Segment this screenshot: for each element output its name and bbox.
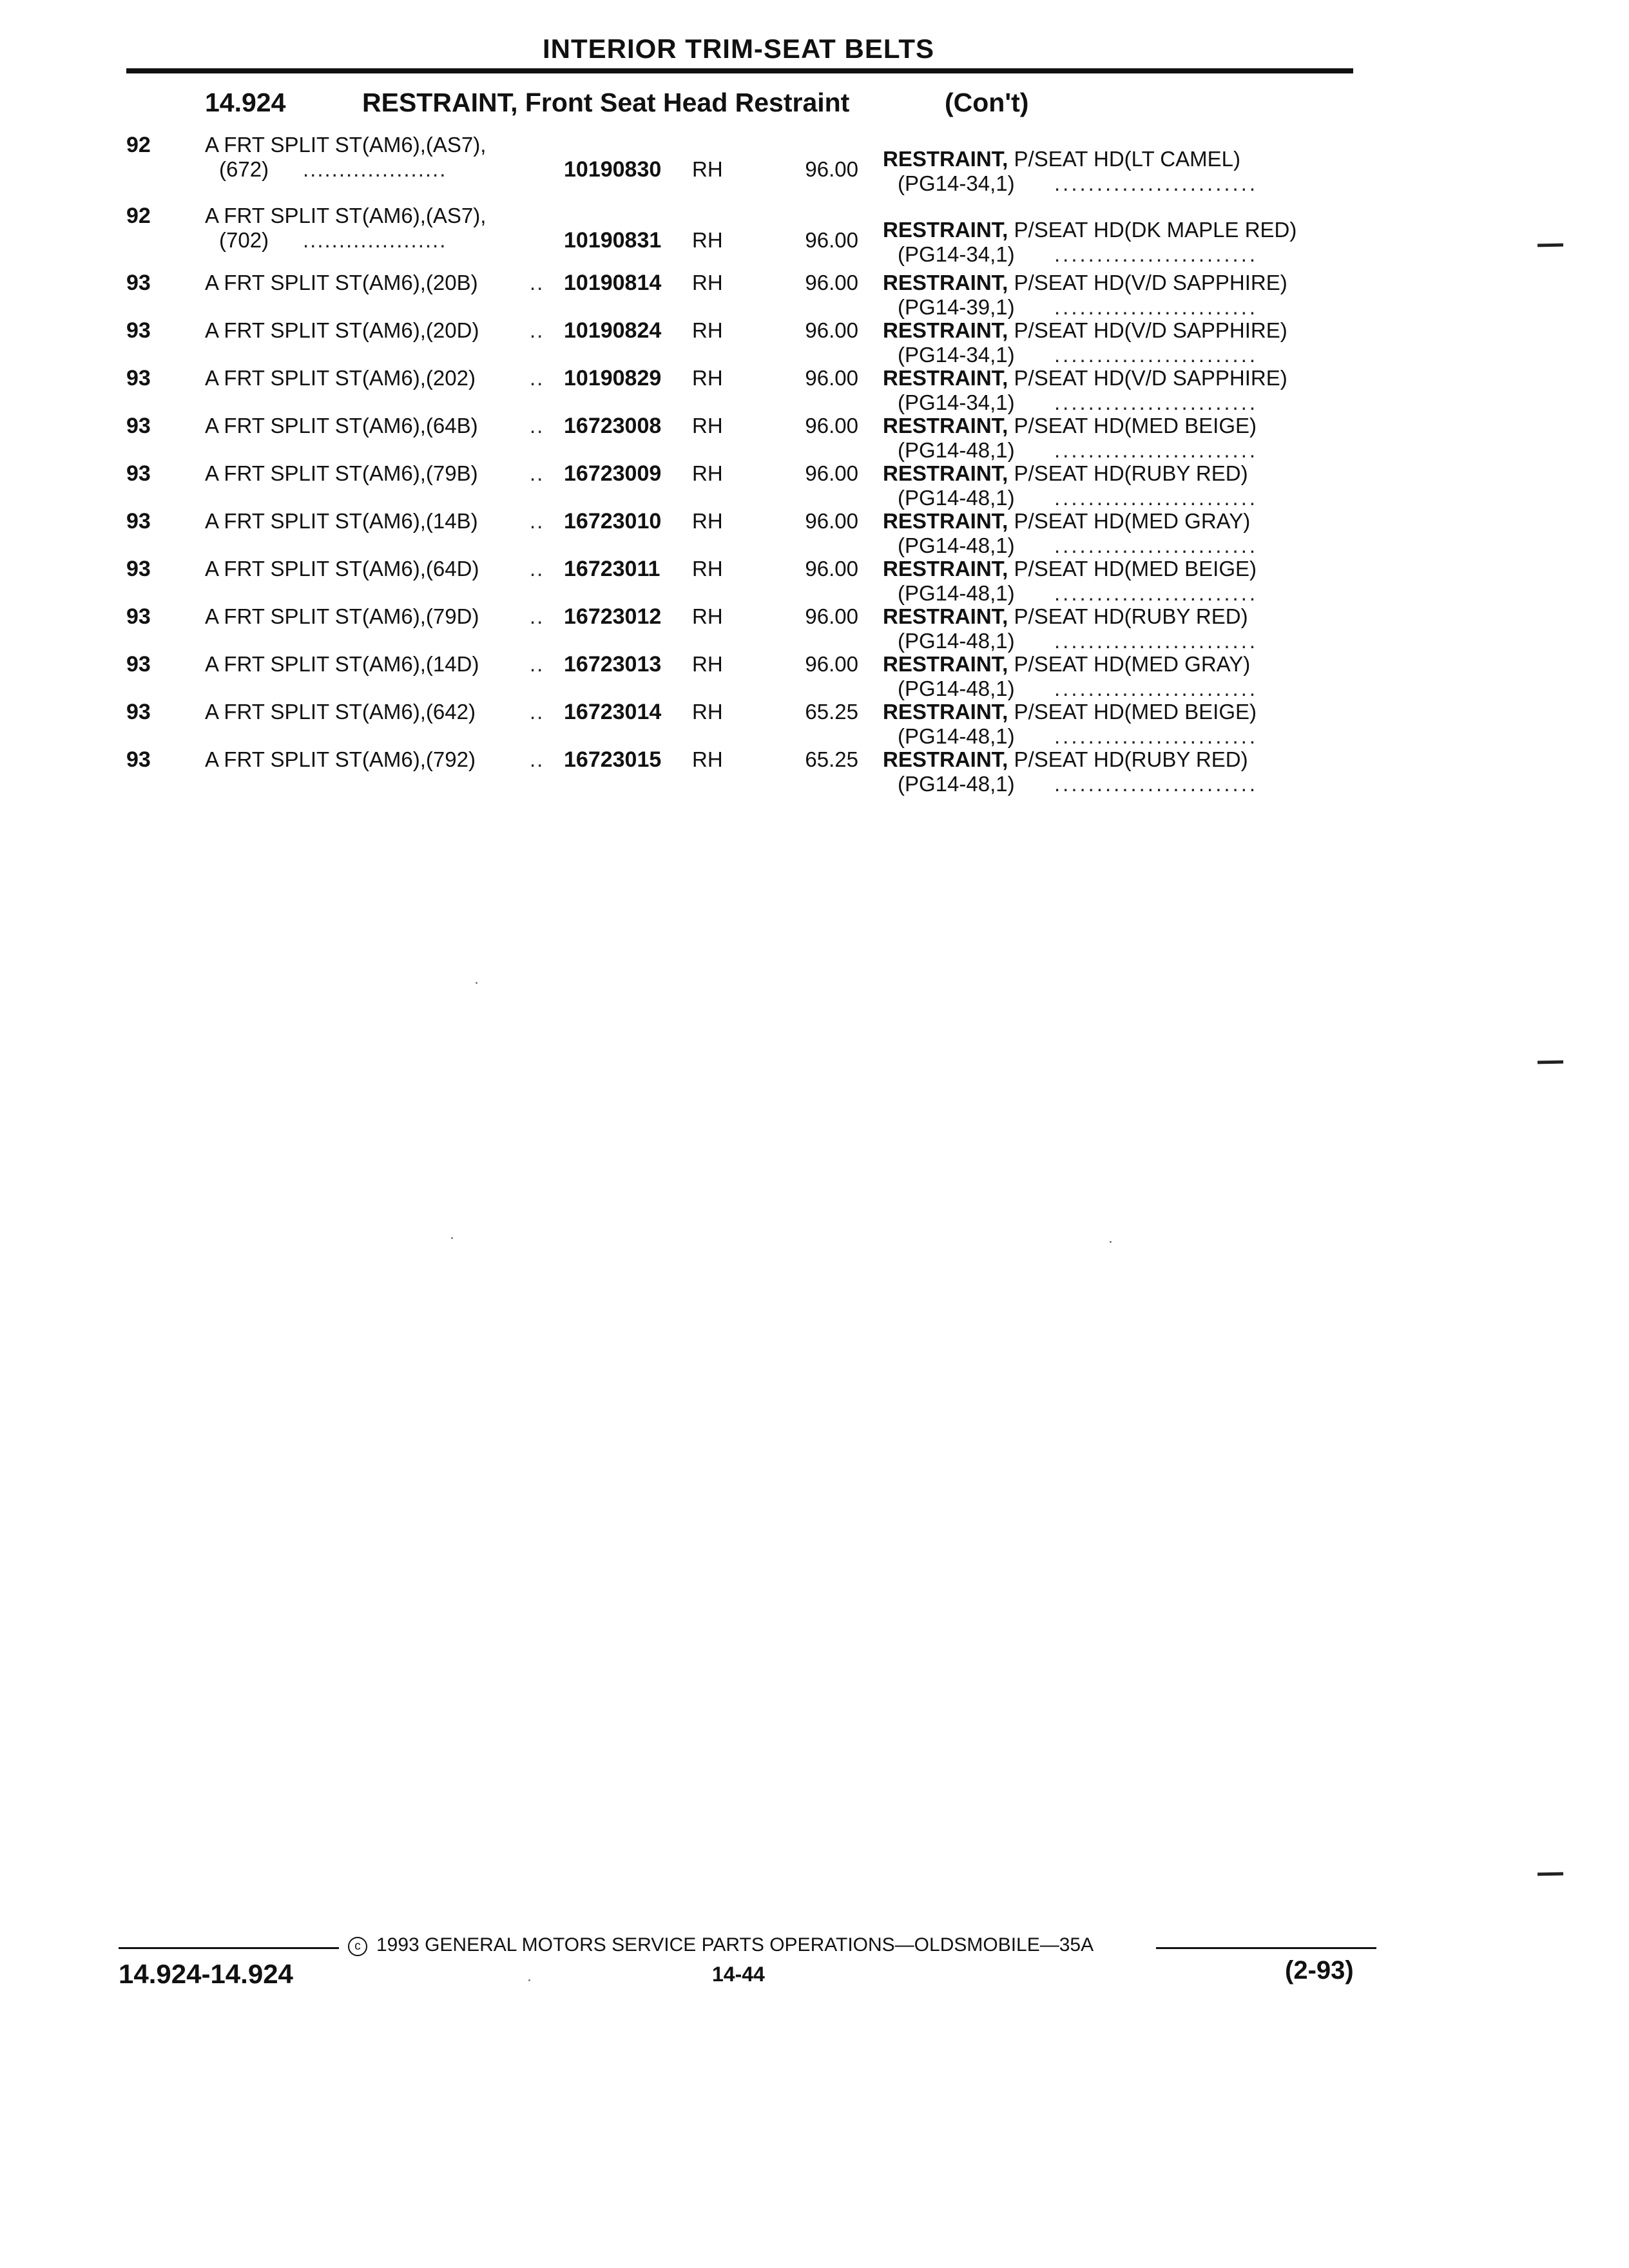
reference-dots: ........................ — [1054, 486, 1258, 510]
page-reference: (PG14-39,1) — [898, 295, 1015, 319]
table-row — [0, 366, 1629, 414]
description: A FRT SPLIT ST(AM6),(20D) — [205, 318, 479, 342]
table-row — [0, 509, 1629, 557]
side-code: RH — [692, 700, 723, 724]
leader-dots: .. — [530, 461, 545, 485]
part-name-bold: RESTRAINT, — [883, 652, 1008, 676]
reference-dots: ........................ — [1054, 390, 1258, 414]
part-name — [883, 318, 1287, 343]
page-reference: (PG14-48,1) — [898, 533, 1015, 557]
copyright-icon: c — [348, 1937, 367, 1956]
part-name — [883, 509, 1250, 533]
part-number: 16723011 — [564, 557, 660, 581]
part-name-rest: P/SEAT HD(V/D SAPPHIRE) — [1014, 366, 1287, 390]
page-reference: (PG14-48,1) — [898, 438, 1015, 462]
table-row — [0, 133, 1629, 195]
page-reference: (PG14-34,1) — [898, 343, 1015, 367]
table-row — [0, 318, 1629, 366]
unit-price: 65.25 — [805, 747, 858, 771]
description: A FRT SPLIT ST(AM6),(792) — [205, 747, 476, 771]
reference-dots: ........................ — [1054, 343, 1258, 367]
unit-price: 96.00 — [805, 652, 858, 676]
part-name — [883, 652, 1250, 677]
description: A FRT SPLIT ST(AM6),(79B) — [205, 461, 478, 485]
reference-dots: ........................ — [1054, 171, 1258, 195]
unit-price: 96.00 — [805, 366, 858, 390]
page-reference: (PG14-48,1) — [898, 629, 1015, 653]
part-name-rest: P/SEAT HD(RUBY RED) — [1014, 461, 1248, 485]
leader-dots: .. — [530, 700, 545, 724]
reference-dots: ........................ — [1054, 724, 1258, 748]
figure-number: 93 — [126, 509, 151, 533]
description-cont: (672) — [219, 157, 269, 181]
part-name-bold: RESTRAINT, — [883, 747, 1008, 771]
side-code: RH — [692, 461, 723, 485]
table-row — [0, 557, 1629, 604]
table-row — [0, 604, 1629, 652]
part-name-bold: RESTRAINT, — [883, 461, 1008, 485]
unit-price: 96.00 — [805, 604, 858, 628]
side-code: RH — [692, 414, 723, 437]
leader-dots: .. — [530, 604, 545, 628]
page-reference: (PG14-34,1) — [898, 390, 1015, 414]
figure-number: 93 — [126, 271, 151, 295]
figure-number: 93 — [126, 604, 151, 629]
table-row — [0, 747, 1629, 795]
part-number: 16723015 — [564, 747, 662, 772]
side-code: RH — [692, 747, 723, 771]
scan-speck — [528, 1979, 530, 1981]
part-name — [883, 218, 1296, 242]
side-code: RH — [692, 652, 723, 676]
unit-price: 96.00 — [805, 318, 858, 342]
footer-section-range: 14.924-14.924 — [119, 1959, 293, 1989]
scan-speck — [1110, 1241, 1112, 1243]
part-number: 16723012 — [564, 604, 662, 629]
figure-number: 93 — [126, 557, 151, 581]
part-number: 10190831 — [564, 228, 662, 253]
part-number: 16723008 — [564, 414, 662, 438]
part-name — [883, 271, 1287, 295]
description: A FRT SPLIT ST(AM6),(202) — [205, 366, 476, 390]
part-name-rest: P/SEAT HD(RUBY RED) — [1014, 747, 1248, 771]
unit-price: 96.00 — [805, 271, 858, 294]
description: A FRT SPLIT ST(AM6),(20B) — [205, 271, 478, 294]
margin-mark — [1537, 244, 1563, 247]
margin-mark — [1537, 1872, 1563, 1876]
reference-dots: ........................ — [1054, 438, 1258, 462]
footer-rule-left — [119, 1947, 339, 1949]
part-name-rest: P/SEAT HD(MED BEIGE) — [1014, 414, 1257, 437]
leader-dots: .. — [530, 652, 545, 676]
reference-dots: ........................ — [1054, 581, 1258, 605]
page-reference: (PG14-48,1) — [898, 677, 1015, 700]
part-name-bold: RESTRAINT, — [883, 218, 1008, 242]
side-code: RH — [692, 604, 723, 628]
part-name — [883, 366, 1287, 390]
part-name — [883, 147, 1240, 171]
unit-price: 96.00 — [805, 509, 858, 533]
leader-dots: .. — [530, 747, 545, 771]
leader-dots: .. — [530, 557, 545, 581]
unit-price: 96.00 — [805, 414, 858, 437]
part-name-rest: P/SEAT HD(DK MAPLE RED) — [1014, 218, 1297, 242]
part-name-rest: P/SEAT HD(LT CAMEL) — [1014, 147, 1240, 171]
figure-number: 93 — [126, 414, 151, 438]
part-name — [883, 414, 1257, 438]
part-name-rest: P/SEAT HD(MED BEIGE) — [1014, 557, 1257, 581]
unit-price: 65.25 — [805, 700, 858, 724]
reference-dots: ........................ — [1054, 295, 1258, 319]
unit-price: 96.00 — [805, 557, 858, 581]
margin-mark — [1537, 1061, 1563, 1064]
page-reference: (PG14-34,1) — [898, 171, 1015, 195]
part-number: 10190824 — [564, 318, 662, 343]
leader-dots: .. — [530, 366, 545, 390]
figure-number: 92 — [126, 204, 151, 228]
page-reference: (PG14-48,1) — [898, 772, 1015, 796]
figure-number: 92 — [126, 133, 151, 157]
figure-number: 93 — [126, 747, 151, 772]
scan-speck — [476, 982, 477, 984]
part-name — [883, 557, 1257, 581]
leader-dots: .. — [530, 509, 545, 533]
part-number: 10190829 — [564, 366, 662, 390]
side-code: RH — [692, 157, 723, 181]
part-name-rest: P/SEAT HD(RUBY RED) — [1014, 604, 1248, 628]
description: A FRT SPLIT ST(AM6),(AS7), — [205, 204, 487, 227]
unit-price: 96.00 — [805, 157, 858, 181]
copyright-text: 1993 GENERAL MOTORS SERVICE PARTS OPERATIONS—OLDSMOBILE—35A — [376, 1934, 1094, 1956]
reference-dots: ........................ — [1054, 772, 1258, 796]
part-name-bold: RESTRAINT, — [883, 557, 1008, 581]
figure-number: 93 — [126, 318, 151, 343]
copyright-line — [348, 1934, 1094, 1956]
side-code: RH — [692, 557, 723, 581]
unit-price: 96.00 — [805, 228, 858, 252]
table-row — [0, 461, 1629, 509]
part-number: 16723010 — [564, 509, 662, 533]
side-code: RH — [692, 509, 723, 533]
part-name-bold: RESTRAINT, — [883, 700, 1008, 724]
page-reference: (PG14-48,1) — [898, 581, 1015, 605]
part-name-bold: RESTRAINT, — [883, 414, 1008, 437]
footer-page-number: 14-44 — [712, 1963, 765, 1986]
part-name-bold: RESTRAINT, — [883, 147, 1008, 171]
part-name-bold: RESTRAINT, — [883, 271, 1008, 294]
part-name-rest: P/SEAT HD(MED GRAY) — [1014, 509, 1251, 533]
leader-dots: .. — [530, 271, 545, 294]
table-row — [0, 271, 1629, 318]
page-reference: (PG14-34,1) — [898, 242, 1015, 266]
part-name-bold: RESTRAINT, — [883, 509, 1008, 533]
section-continued: (Con't) — [945, 88, 1029, 117]
page-reference: (PG14-48,1) — [898, 486, 1015, 510]
unit-price: 96.00 — [805, 461, 858, 485]
leader-dots: .. — [530, 318, 545, 342]
description: A FRT SPLIT ST(AM6),(64D) — [205, 557, 479, 581]
part-name-rest: P/SEAT HD(MED BEIGE) — [1014, 700, 1257, 724]
description: A FRT SPLIT ST(AM6),(14D) — [205, 652, 479, 676]
leader-dots: .................... — [303, 228, 447, 252]
part-name-bold: RESTRAINT, — [883, 604, 1008, 628]
page-title: INTERIOR TRIM-SEAT BELTS — [542, 34, 935, 64]
reference-dots: ........................ — [1054, 533, 1258, 557]
table-row — [0, 414, 1629, 461]
footer-rule-right — [1156, 1947, 1376, 1949]
reference-dots: ........................ — [1054, 677, 1258, 700]
part-name — [883, 461, 1248, 486]
table-row — [0, 204, 1629, 266]
section-number: 14.924 — [205, 88, 286, 117]
footer-date: (2-93) — [1285, 1956, 1354, 1984]
figure-number: 93 — [126, 366, 151, 390]
description: A FRT SPLIT ST(AM6),(64B) — [205, 414, 478, 437]
table-row — [0, 700, 1629, 747]
page-reference: (PG14-48,1) — [898, 724, 1015, 748]
part-number: 10190814 — [564, 271, 662, 295]
leader-dots: .. — [530, 414, 545, 437]
scan-speck — [451, 1237, 453, 1239]
part-number: 16723013 — [564, 652, 662, 677]
side-code: RH — [692, 228, 723, 252]
figure-number: 93 — [126, 700, 151, 724]
description: A FRT SPLIT ST(AM6),(14B) — [205, 509, 478, 533]
part-name — [883, 747, 1248, 772]
figure-number: 93 — [126, 461, 151, 486]
part-name-bold: RESTRAINT, — [883, 318, 1008, 342]
section-name: RESTRAINT, Front Seat Head Restraint — [362, 88, 850, 117]
description: A FRT SPLIT ST(AM6),(79D) — [205, 604, 479, 628]
part-number: 10190830 — [564, 157, 662, 182]
description: A FRT SPLIT ST(AM6),(642) — [205, 700, 476, 724]
description: A FRT SPLIT ST(AM6),(AS7), — [205, 133, 487, 157]
part-number: 16723014 — [564, 700, 662, 724]
table-row — [0, 652, 1629, 700]
part-name-rest: P/SEAT HD(V/D SAPPHIRE) — [1014, 271, 1287, 294]
description-cont: (702) — [219, 228, 269, 252]
part-name-bold: RESTRAINT, — [883, 366, 1008, 390]
part-name — [883, 700, 1257, 724]
reference-dots: ........................ — [1054, 629, 1258, 653]
side-code: RH — [692, 366, 723, 390]
part-number: 16723009 — [564, 461, 662, 486]
parts-list — [0, 0, 1629, 838]
part-name-rest: P/SEAT HD(MED GRAY) — [1014, 652, 1251, 676]
figure-number: 93 — [126, 652, 151, 677]
side-code: RH — [692, 271, 723, 294]
side-code: RH — [692, 318, 723, 342]
reference-dots: ........................ — [1054, 242, 1258, 266]
part-name-rest: P/SEAT HD(V/D SAPPHIRE) — [1014, 318, 1287, 342]
part-name — [883, 604, 1248, 629]
leader-dots: .................... — [303, 157, 447, 181]
